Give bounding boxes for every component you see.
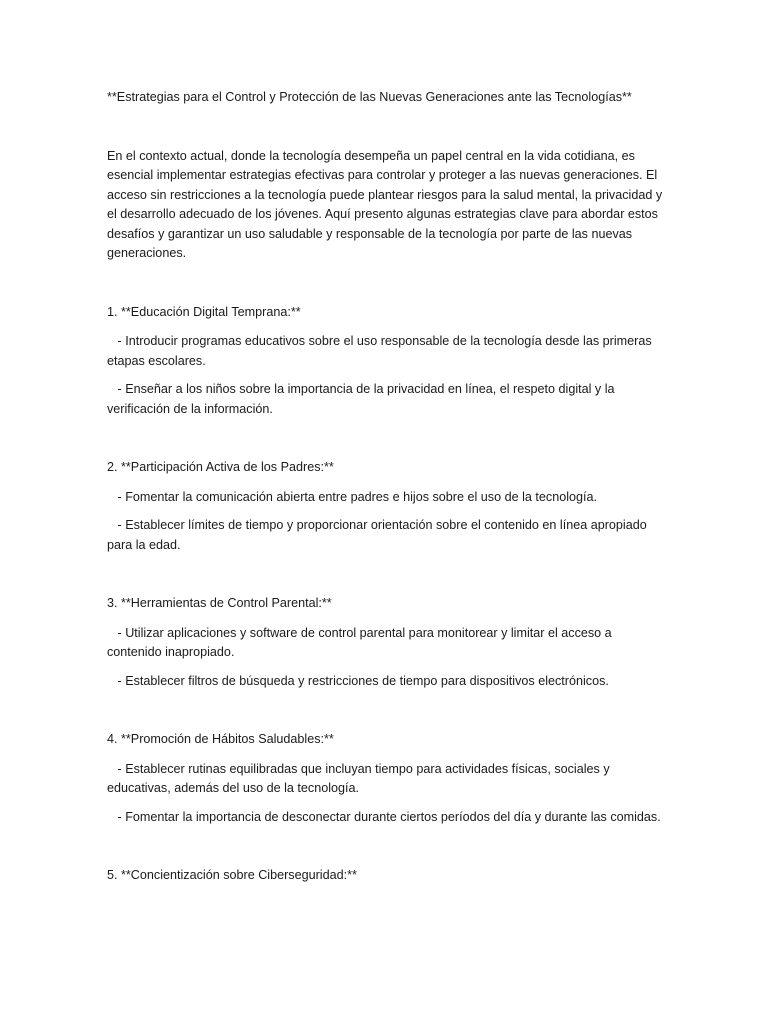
bullet-item: - Utilizar aplicaciones y software de control parental para monitorear y limitar el acceso a contenido inapropiado.	[107, 625, 616, 659]
bullet-item: - Enseñar a los niños sobre la importancia de la privacidad en línea, el respeto digital y la verificación de la información.	[107, 382, 619, 416]
section-1	[107, 303, 667, 420]
bullet-item: - Fomentar la importancia de desconectar durante ciertos períodos del día y durante las comidas.	[107, 809, 661, 824]
section-3	[107, 594, 667, 691]
bullet-item: - Establecer rutinas equilibradas que incluyan tiempo para actividades físicas, sociales y educativas, además del uso de la tecnología.	[107, 761, 614, 795]
section-2	[107, 458, 667, 555]
bullet-item: - Introducir programas educativos sobre el uso responsable de la tecnología desde las primeras etapas escolares.	[107, 334, 656, 368]
section-heading: 4. **Promoción de Hábitos Saludables:**	[107, 732, 334, 746]
section-heading: 3. **Herramientas de Control Parental:**	[107, 596, 332, 610]
section-heading: 5. **Concientización sobre Ciberseguridad:**	[107, 868, 357, 882]
section-4	[107, 730, 667, 827]
section-heading: 1. **Educación Digital Temprana:**	[107, 304, 301, 319]
section-5	[107, 866, 667, 886]
intro-paragraph: En el contexto actual, donde la tecnología desempeña un papel central en la vida cotidiana, es esencial implementar estrategias efectivas para controlar y proteger a las nuevas generaciones. El acceso sin restricciones a la tecnología puede plantear riesgos para la salud mental, la privacidad y el desarrollo adecuado de los jóvenes. Aquí presento algunas estrategias clave para abordar estos desafíos y garantizar un uso saludable y responsable de la tecnología por parte de las nuevas generaciones.	[107, 148, 663, 260]
bullet-item: - Fomentar la comunicación abierta entre padres e hijos sobre el uso de la tecnología.	[107, 489, 598, 504]
bullet-item: - Establecer filtros de búsqueda y restricciones de tiempo para dispositivos electrónicos.	[107, 673, 609, 688]
document-body	[107, 88, 667, 925]
section-heading: 2. **Participación Activa de los Padres:**	[107, 460, 334, 474]
document-title: **Estrategias para el Control y Protección de las Nuevas Generaciones ante las Tecnologías**	[107, 90, 632, 104]
bullet-item: - Establecer límites de tiempo y proporcionar orientación sobre el contenido en línea apropiado para la edad.	[107, 518, 651, 552]
